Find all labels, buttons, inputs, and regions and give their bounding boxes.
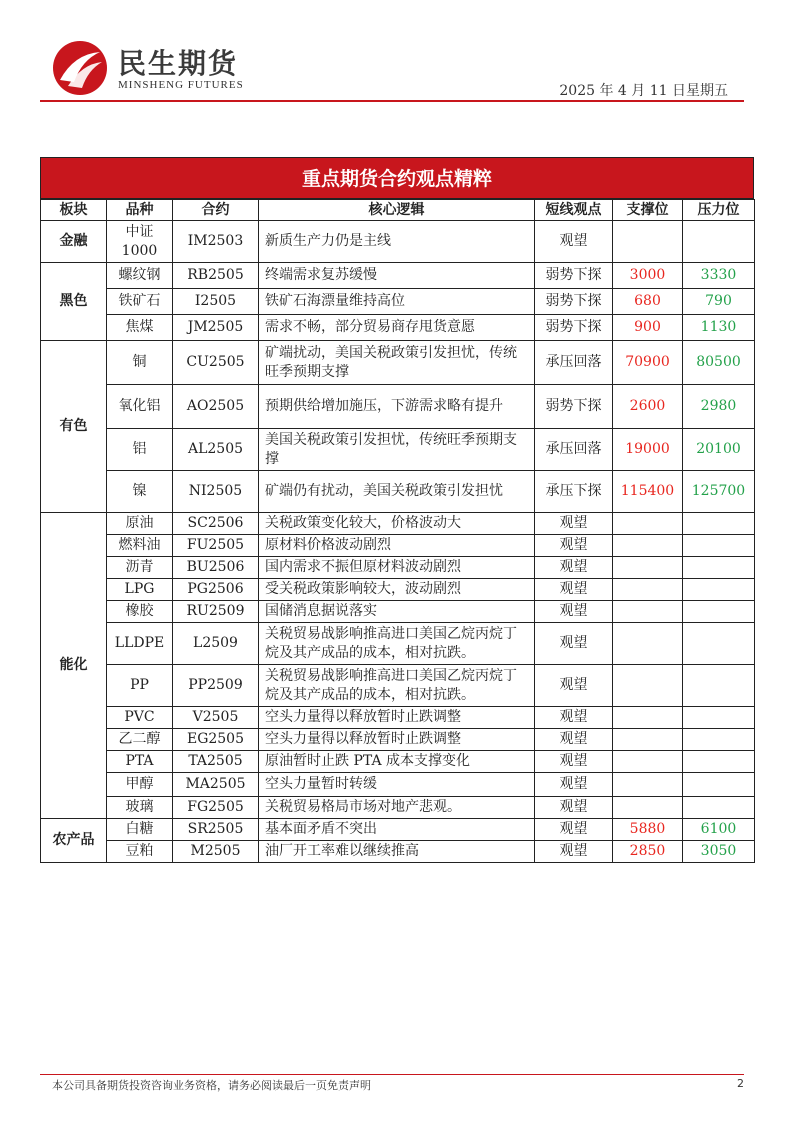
table-row bbox=[41, 535, 755, 557]
logic-cell: 新质生产力仍是主线 bbox=[259, 221, 535, 263]
page-number: 2 bbox=[737, 1077, 744, 1090]
variety-cell: LLDPE bbox=[107, 623, 173, 665]
company-name-cn: 民生期货 bbox=[118, 47, 239, 80]
resistance-cell bbox=[683, 773, 755, 797]
col-header-sector: 板块 bbox=[41, 200, 107, 221]
table-row bbox=[41, 263, 755, 289]
variety-cell: PP bbox=[107, 665, 173, 707]
contract-cell: NI2505 bbox=[173, 471, 259, 513]
support-cell bbox=[613, 601, 683, 623]
col-header-variety: 品种 bbox=[107, 200, 173, 221]
variety-cell: 乙二醇 bbox=[107, 729, 173, 751]
support-cell bbox=[613, 535, 683, 557]
header-divider bbox=[40, 100, 744, 102]
logic-cell: 国储消息据说落实 bbox=[259, 601, 535, 623]
logic-cell: 原材料价格波动剧烈 bbox=[259, 535, 535, 557]
support-cell: 900 bbox=[613, 315, 683, 341]
logic-cell: 美国关税政策引发担忧，传统旺季预期支撑 bbox=[259, 429, 535, 471]
support-cell bbox=[613, 665, 683, 707]
resistance-cell: 1130 bbox=[683, 315, 755, 341]
view-cell: 观望 bbox=[535, 601, 613, 623]
sector-cell: 黑色 bbox=[41, 263, 107, 341]
resistance-cell: 6100 bbox=[683, 819, 755, 841]
support-cell bbox=[613, 579, 683, 601]
view-cell: 观望 bbox=[535, 729, 613, 751]
view-cell: 观望 bbox=[535, 773, 613, 797]
variety-cell: 中证1000 bbox=[107, 221, 173, 263]
logic-cell: 国内需求不振但原材料波动剧烈 bbox=[259, 557, 535, 579]
support-cell bbox=[613, 773, 683, 797]
table-row bbox=[41, 729, 755, 751]
col-header-view: 短线观点 bbox=[535, 200, 613, 221]
contract-cell: PP2509 bbox=[173, 665, 259, 707]
sector-cell: 有色 bbox=[41, 341, 107, 513]
company-name-en: MINSHENG FUTURES bbox=[118, 79, 244, 91]
support-cell: 680 bbox=[613, 289, 683, 315]
sector-cell: 农产品 bbox=[41, 819, 107, 863]
view-cell: 承压回落 bbox=[535, 341, 613, 385]
variety-cell: 氧化铝 bbox=[107, 385, 173, 429]
table-row bbox=[41, 579, 755, 601]
logic-cell: 终端需求复苏缓慢 bbox=[259, 263, 535, 289]
support-cell bbox=[613, 707, 683, 729]
contract-cell: FG2505 bbox=[173, 797, 259, 819]
resistance-cell: 20100 bbox=[683, 429, 755, 471]
logic-cell: 油厂开工率难以继续推高 bbox=[259, 841, 535, 863]
view-cell: 观望 bbox=[535, 665, 613, 707]
resistance-cell: 125700 bbox=[683, 471, 755, 513]
contract-cell: BU2506 bbox=[173, 557, 259, 579]
contract-cell: L2509 bbox=[173, 623, 259, 665]
table-row bbox=[41, 557, 755, 579]
resistance-cell: 790 bbox=[683, 289, 755, 315]
resistance-cell bbox=[683, 535, 755, 557]
resistance-cell bbox=[683, 665, 755, 707]
table-row bbox=[41, 471, 755, 513]
contract-cell: RB2505 bbox=[173, 263, 259, 289]
logic-cell: 基本面矛盾不突出 bbox=[259, 819, 535, 841]
view-cell: 观望 bbox=[535, 841, 613, 863]
resistance-cell bbox=[683, 579, 755, 601]
resistance-cell bbox=[683, 707, 755, 729]
sector-cell: 金融 bbox=[41, 221, 107, 263]
variety-cell: 铜 bbox=[107, 341, 173, 385]
logic-cell: 原油暂时止跌 PTA 成本支撑变化 bbox=[259, 751, 535, 773]
resistance-cell: 2980 bbox=[683, 385, 755, 429]
contract-cell: PG2506 bbox=[173, 579, 259, 601]
variety-cell: 螺纹钢 bbox=[107, 263, 173, 289]
resistance-cell: 3050 bbox=[683, 841, 755, 863]
support-cell bbox=[613, 513, 683, 535]
contract-cell: M2505 bbox=[173, 841, 259, 863]
contract-cell: RU2509 bbox=[173, 601, 259, 623]
variety-cell: 玻璃 bbox=[107, 797, 173, 819]
logic-cell: 铁矿石海漂量维持高位 bbox=[259, 289, 535, 315]
variety-cell: 铁矿石 bbox=[107, 289, 173, 315]
view-cell: 弱势下探 bbox=[535, 263, 613, 289]
view-cell: 承压回落 bbox=[535, 429, 613, 471]
logic-cell: 关税贸易战影响推高进口美国乙烷丙烷丁烷及其产成品的成本，相对抗跌。 bbox=[259, 623, 535, 665]
table-row bbox=[41, 289, 755, 315]
table-header-row bbox=[41, 200, 755, 221]
contract-cell: IM2503 bbox=[173, 221, 259, 263]
variety-cell: 豆粕 bbox=[107, 841, 173, 863]
support-cell: 2850 bbox=[613, 841, 683, 863]
contract-cell: SC2506 bbox=[173, 513, 259, 535]
logic-cell: 需求不畅，部分贸易商存甩货意愿 bbox=[259, 315, 535, 341]
resistance-cell bbox=[683, 557, 755, 579]
table-row bbox=[41, 751, 755, 773]
variety-cell: 原油 bbox=[107, 513, 173, 535]
table-row bbox=[41, 623, 755, 665]
support-cell: 115400 bbox=[613, 471, 683, 513]
futures-views-table bbox=[40, 157, 754, 863]
view-cell: 观望 bbox=[535, 513, 613, 535]
contract-cell: CU2505 bbox=[173, 341, 259, 385]
resistance-cell bbox=[683, 729, 755, 751]
logic-cell: 矿端仍有扰动，美国关税政策引发担忧 bbox=[259, 471, 535, 513]
table-row bbox=[41, 221, 755, 263]
support-cell: 70900 bbox=[613, 341, 683, 385]
contract-cell: JM2505 bbox=[173, 315, 259, 341]
view-cell: 弱势下探 bbox=[535, 385, 613, 429]
table-row bbox=[41, 429, 755, 471]
view-cell: 观望 bbox=[535, 221, 613, 263]
view-cell: 观望 bbox=[535, 623, 613, 665]
resistance-cell: 3330 bbox=[683, 263, 755, 289]
variety-cell: 白糖 bbox=[107, 819, 173, 841]
logic-cell: 预期供给增加施压，下游需求略有提升 bbox=[259, 385, 535, 429]
variety-cell: 铝 bbox=[107, 429, 173, 471]
col-header-contract: 合约 bbox=[173, 200, 259, 221]
col-header-resistance: 压力位 bbox=[683, 200, 755, 221]
support-cell: 2600 bbox=[613, 385, 683, 429]
footer-divider bbox=[40, 1074, 744, 1075]
view-cell: 观望 bbox=[535, 579, 613, 601]
table-row bbox=[41, 601, 755, 623]
logic-cell: 空头力量暂时转缓 bbox=[259, 773, 535, 797]
table-row bbox=[41, 315, 755, 341]
support-cell bbox=[613, 751, 683, 773]
contract-cell: AL2505 bbox=[173, 429, 259, 471]
view-cell: 观望 bbox=[535, 751, 613, 773]
contract-cell: FU2505 bbox=[173, 535, 259, 557]
table-row bbox=[41, 841, 755, 863]
table-row bbox=[41, 665, 755, 707]
contract-cell: SR2505 bbox=[173, 819, 259, 841]
sector-cell: 能化 bbox=[41, 513, 107, 819]
variety-cell: 甲醇 bbox=[107, 773, 173, 797]
contract-cell: V2505 bbox=[173, 707, 259, 729]
logic-cell: 空头力量得以释放暂时止跌调整 bbox=[259, 707, 535, 729]
table-body bbox=[41, 221, 755, 863]
contract-cell: MA2505 bbox=[173, 773, 259, 797]
resistance-cell bbox=[683, 623, 755, 665]
view-cell: 弱势下探 bbox=[535, 289, 613, 315]
support-cell bbox=[613, 221, 683, 263]
view-cell: 弱势下探 bbox=[535, 315, 613, 341]
support-cell bbox=[613, 797, 683, 819]
table-row bbox=[41, 819, 755, 841]
variety-cell: LPG bbox=[107, 579, 173, 601]
support-cell: 3000 bbox=[613, 263, 683, 289]
contract-cell: AO2505 bbox=[173, 385, 259, 429]
contract-cell: TA2505 bbox=[173, 751, 259, 773]
view-cell: 观望 bbox=[535, 797, 613, 819]
resistance-cell bbox=[683, 221, 755, 263]
resistance-cell bbox=[683, 601, 755, 623]
resistance-cell: 80500 bbox=[683, 341, 755, 385]
col-header-logic: 核心逻辑 bbox=[259, 200, 535, 221]
support-cell bbox=[613, 729, 683, 751]
variety-cell: PTA bbox=[107, 751, 173, 773]
minsheng-logo-icon bbox=[52, 40, 108, 96]
disclaimer-note: 本公司具备期货投资咨询业务资格，请务必阅读最后一页免责声明 bbox=[52, 1079, 371, 1092]
logic-cell: 受关税政策影响较大，波动剧烈 bbox=[259, 579, 535, 601]
table-title: 重点期货合约观点精粹 bbox=[40, 157, 754, 199]
variety-cell: 燃料油 bbox=[107, 535, 173, 557]
table-row bbox=[41, 707, 755, 729]
views-table bbox=[40, 199, 755, 863]
variety-cell: 沥青 bbox=[107, 557, 173, 579]
variety-cell: PVC bbox=[107, 707, 173, 729]
logic-cell: 关税贸易战影响推高进口美国乙烷丙烷丁烷及其产成品的成本，相对抗跌。 bbox=[259, 665, 535, 707]
support-cell bbox=[613, 557, 683, 579]
table-row bbox=[41, 513, 755, 535]
view-cell: 观望 bbox=[535, 557, 613, 579]
logic-cell: 关税政策变化较大，价格波动大 bbox=[259, 513, 535, 535]
view-cell: 承压下探 bbox=[535, 471, 613, 513]
variety-cell: 焦煤 bbox=[107, 315, 173, 341]
table-row bbox=[41, 797, 755, 819]
support-cell: 19000 bbox=[613, 429, 683, 471]
logic-cell: 矿端扰动，美国关税政策引发担忧，传统旺季预期支撑 bbox=[259, 341, 535, 385]
view-cell: 观望 bbox=[535, 535, 613, 557]
support-cell: 5880 bbox=[613, 819, 683, 841]
table-row bbox=[41, 341, 755, 385]
variety-cell: 橡胶 bbox=[107, 601, 173, 623]
contract-cell: I2505 bbox=[173, 289, 259, 315]
view-cell: 观望 bbox=[535, 819, 613, 841]
page-header bbox=[0, 0, 794, 110]
variety-cell: 镍 bbox=[107, 471, 173, 513]
report-date: 2025 年 4 月 11 日星期五 bbox=[559, 83, 728, 99]
resistance-cell bbox=[683, 513, 755, 535]
col-header-support: 支撑位 bbox=[613, 200, 683, 221]
table-row bbox=[41, 773, 755, 797]
support-cell bbox=[613, 623, 683, 665]
logic-cell: 关税贸易格局市场对地产悲观。 bbox=[259, 797, 535, 819]
resistance-cell bbox=[683, 751, 755, 773]
contract-cell: EG2505 bbox=[173, 729, 259, 751]
logic-cell: 空头力量得以释放暂时止跌调整 bbox=[259, 729, 535, 751]
table-row bbox=[41, 385, 755, 429]
resistance-cell bbox=[683, 797, 755, 819]
view-cell: 观望 bbox=[535, 707, 613, 729]
